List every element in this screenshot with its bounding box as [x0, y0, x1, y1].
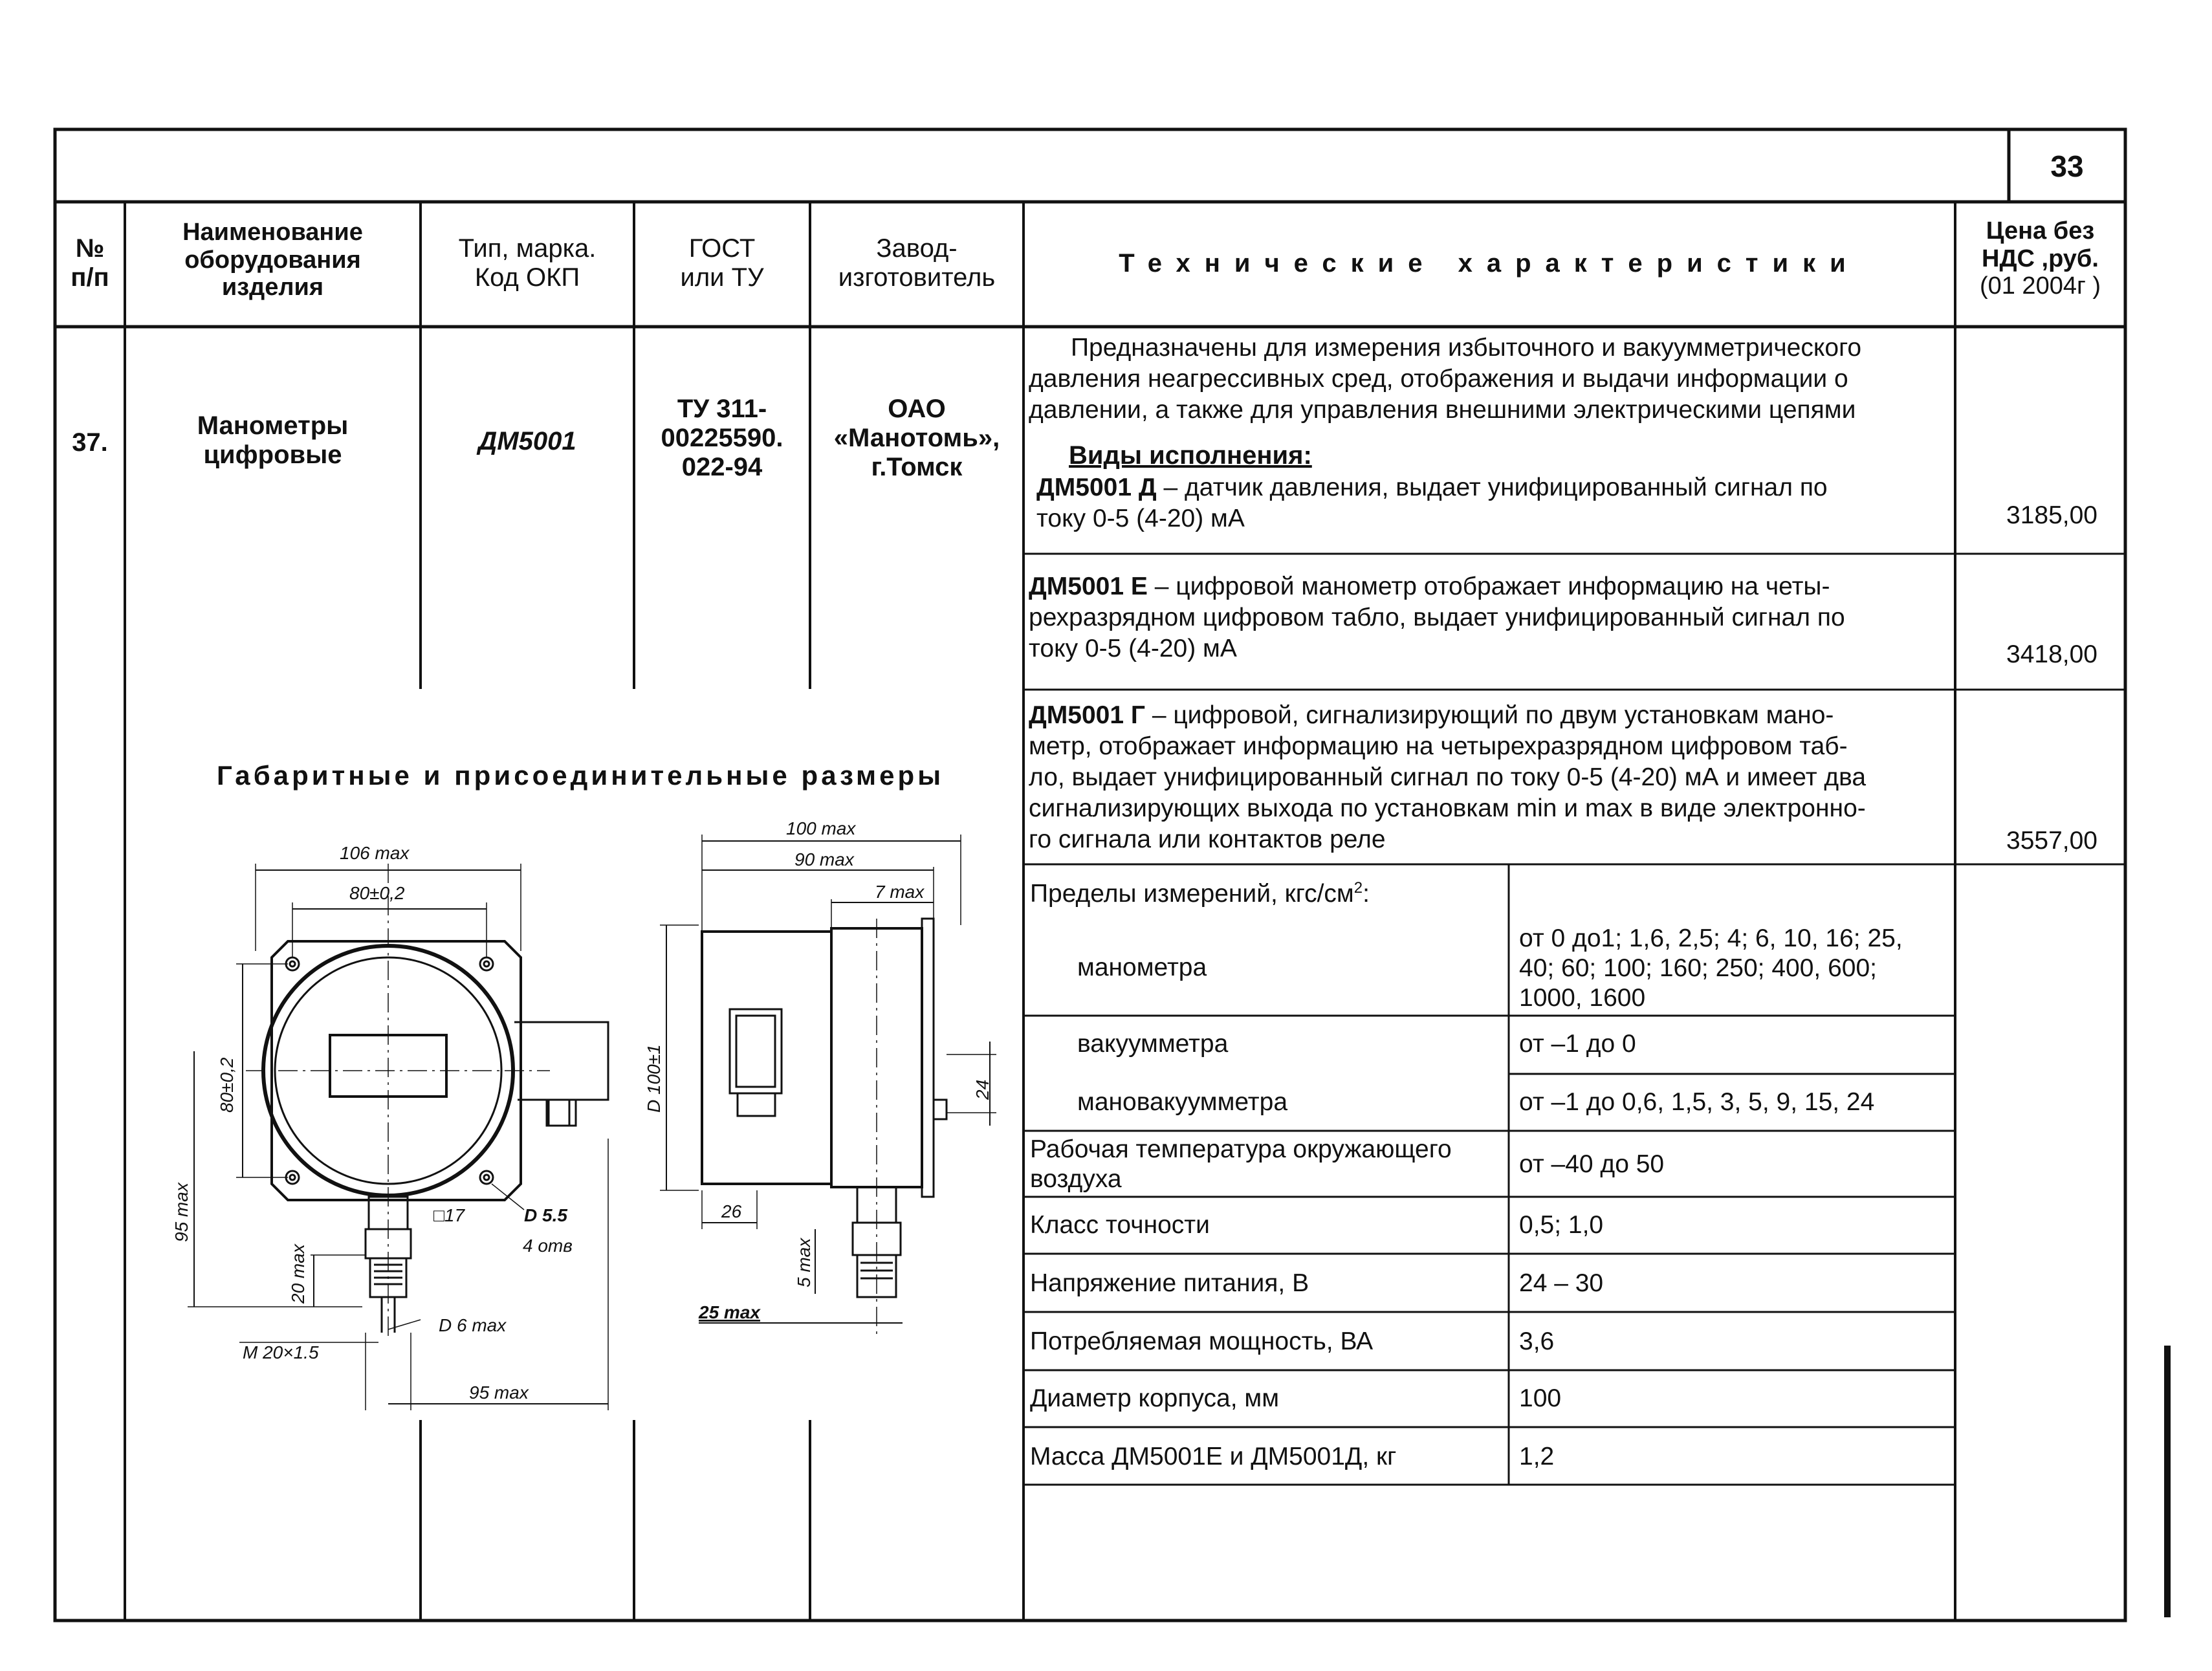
- param-manovac-label: мановакуумметра: [1077, 1088, 1288, 1116]
- drawing-title: Габаритные и присоединительные размеры: [217, 760, 945, 791]
- variant-e-line: рехразрядном цифровом табло, выдает унифицированный сигнал по: [1029, 604, 1845, 631]
- purpose-line: давления неагрессивных сред, отображения и выдачи информации о: [1029, 365, 1848, 393]
- dim-side-front: 7 max: [875, 882, 925, 902]
- variant-g-line: метр, отображает информацию на четырехразрядном цифровом таб-: [1029, 732, 1848, 760]
- header-num-line: п/п: [71, 263, 109, 292]
- param-diameter-label: Диаметр корпуса, мм: [1030, 1384, 1280, 1412]
- param-power-value: 3,6: [1519, 1327, 1555, 1355]
- variant-e-model: ДМ5001 Е: [1029, 573, 1148, 600]
- variant-g-line: сигнализирующих выхода по установкам min и max в виде электронно-: [1029, 794, 1866, 822]
- header-name-line: оборудования: [184, 246, 361, 274]
- purpose-line: давлении, а также для управления внешними электрическими цепями: [1029, 396, 1856, 424]
- side-view: [660, 835, 996, 1339]
- row-gost-line: 00225590.: [661, 423, 783, 452]
- variant-d-line: току 0-5 (4-20) мА: [1036, 505, 1245, 532]
- variant-g-line: – цифровой, сигнализирующий по двум установкам мано-: [1144, 701, 1834, 729]
- row-name-line: цифровые: [203, 440, 342, 469]
- dim-front-square: □17: [433, 1205, 465, 1225]
- header-price-line: Цена без: [1986, 217, 2095, 245]
- param-mass-label: Масса ДМ5001Е и ДМ5001Д, кг: [1030, 1443, 1397, 1470]
- row-gost-line: ТУ 311-: [677, 395, 767, 423]
- dim-side-depth: 25 max: [699, 1302, 760, 1322]
- dim-front-fitting: 20 max: [288, 1244, 308, 1304]
- dim-side-conn: 24: [972, 1079, 992, 1100]
- header-type-line: Тип, марка.: [458, 234, 597, 263]
- price-variant-e: 3418,00: [2006, 640, 2097, 668]
- header-price-date: (01 2004г ): [1979, 272, 2101, 300]
- dim-side-body: 90 max: [794, 849, 854, 869]
- header-mfr-line: Завод-: [876, 234, 958, 263]
- param-voltage-label: Напряжение питания, В: [1030, 1269, 1309, 1297]
- param-manovac-value: от –1 до 0,6, 1,5, 3, 5, 9, 15, 24: [1519, 1088, 1875, 1116]
- param-manometer-line: 40; 60; 100; 160; 250; 400, 600;: [1519, 954, 1877, 982]
- dim-front-hole-count: 4 отв: [523, 1236, 573, 1256]
- param-voltage-value: 24 – 30: [1519, 1269, 1604, 1297]
- header-gost-line: ГОСТ: [688, 234, 756, 263]
- param-vacuum-label: вакуумметра: [1077, 1030, 1229, 1058]
- param-temp-line: воздуха: [1030, 1165, 1122, 1193]
- row-type: ДМ5001: [478, 427, 576, 455]
- header-price-line: НДС ,руб.: [1982, 245, 2099, 272]
- param-mass-value: 1,2: [1519, 1443, 1555, 1470]
- row-gost-line: 022-94: [681, 452, 763, 481]
- dim-front-holes-v: 80±0,2: [217, 1057, 237, 1113]
- variants-heading: Виды исполнения:: [1069, 441, 1312, 470]
- header-name-line: Наименование: [182, 219, 363, 246]
- dim-front-d6: D 6 max: [439, 1315, 507, 1335]
- param-diameter-value: 100: [1519, 1384, 1562, 1412]
- variant-g-model: ДМ5001 Г: [1029, 701, 1145, 729]
- param-limits-colon: :: [1363, 880, 1370, 908]
- dim-side-fitting: 5 max: [794, 1238, 814, 1287]
- variant-g-line: го сигнала или контактов реле: [1029, 825, 1386, 853]
- variant-e-line: току 0-5 (4-20) мА: [1029, 635, 1237, 662]
- front-view: [188, 864, 608, 1410]
- row-name-line: Манометры: [197, 411, 349, 440]
- dim-side-overall: 100 max: [786, 818, 856, 838]
- variant-g-line: ло, выдает унифицированный сигнал по току 0-5 (4-20) мА и имеет два: [1029, 763, 1867, 791]
- dim-front-holes: 80±0,2: [349, 883, 405, 903]
- param-class-label: Класс точности: [1030, 1211, 1210, 1239]
- page-number: 33: [2050, 149, 2084, 183]
- variant-e-line: – цифровой манометр отображает информацию на четы-: [1147, 573, 1830, 600]
- row-number: 37.: [72, 428, 108, 457]
- dim-front-width: 106 max: [340, 843, 410, 863]
- header-name-line: изделия: [221, 274, 324, 301]
- header-num-line: №: [75, 234, 105, 263]
- row-mfr-line: г.Томск: [871, 452, 963, 481]
- param-manometer-line: 1000, 1600: [1519, 984, 1646, 1012]
- param-manometer-label: манометра: [1077, 954, 1207, 981]
- header-type-line: Код ОКП: [474, 263, 580, 292]
- param-temp-value: от –40 до 50: [1519, 1150, 1665, 1178]
- header-specs: Технические характеристики: [1119, 249, 1860, 278]
- param-class-value: 0,5; 1,0: [1519, 1211, 1604, 1239]
- price-variant-g: 3557,00: [2006, 827, 2097, 855]
- dim-side-diameter: D 100±1: [644, 1044, 664, 1113]
- param-vacuum-value: от –1 до 0: [1519, 1030, 1636, 1058]
- variant-d-model: ДМ5001 Д: [1036, 474, 1157, 501]
- row-mfr-line: ОАО: [888, 395, 946, 423]
- dim-front-thread: M 20×1.5: [243, 1342, 319, 1362]
- row-mfr-line: «Манотомь»,: [833, 423, 1000, 452]
- param-power-label: Потребляемая мощность, ВА: [1030, 1327, 1374, 1355]
- param-temp-line: Рабочая температура окружающего: [1030, 1135, 1452, 1163]
- purpose-line: Предназначены для измерения избыточного и вакуумметрического: [1071, 334, 1862, 362]
- param-limits-text: Пределы измерений, кгс/см: [1030, 880, 1354, 908]
- param-limits-sup: 2: [1353, 879, 1363, 897]
- price-variant-d: 3185,00: [2006, 501, 2097, 529]
- dim-side-offset: 26: [721, 1201, 742, 1221]
- dim-front-bottom: 95 max: [469, 1382, 529, 1403]
- param-manometer-line: от 0 до1; 1,6, 2,5; 4; 6, 10, 16; 25,: [1519, 924, 1903, 952]
- variant-d-line: – датчик давления, выдает унифицированный сигнал по: [1156, 474, 1828, 501]
- header-mfr-line: изготовитель: [838, 263, 996, 292]
- header-gost-line: или ТУ: [680, 263, 764, 292]
- dim-front-hole-d: D 5.5: [524, 1205, 567, 1225]
- dim-front-height: 95 max: [171, 1183, 192, 1242]
